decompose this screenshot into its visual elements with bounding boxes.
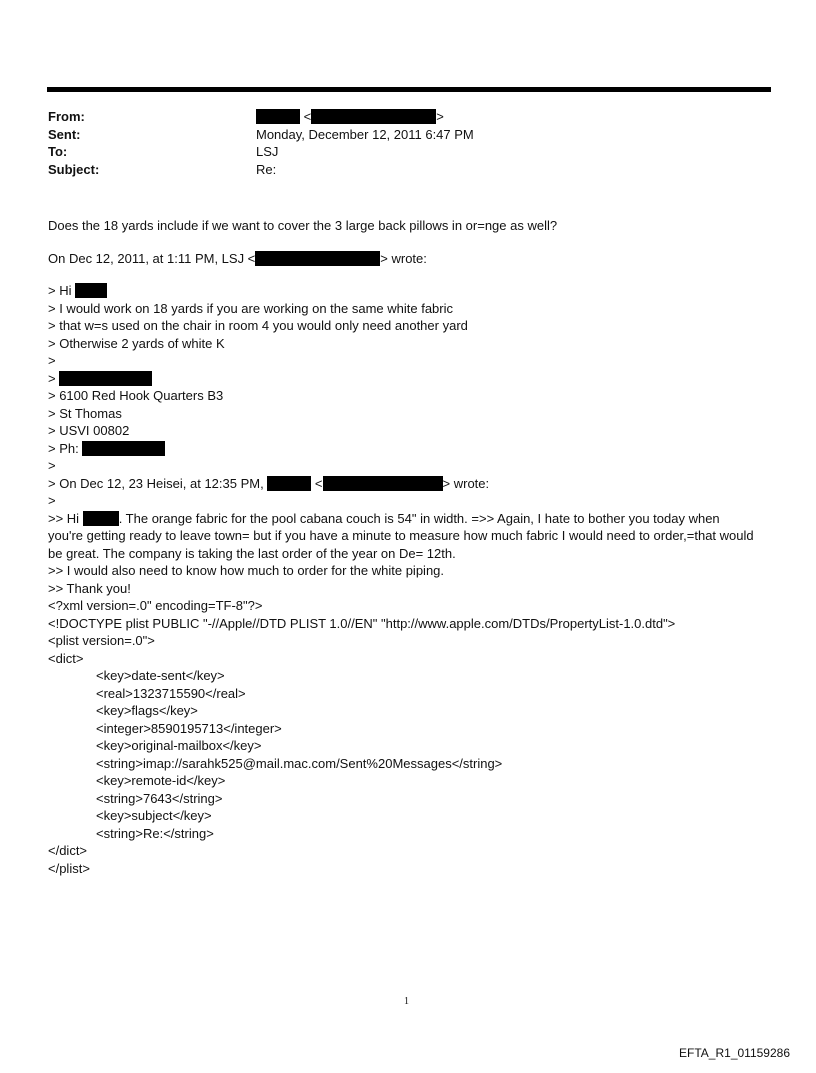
- plist-block: [48, 597, 758, 877]
- from-value: < >: [256, 108, 444, 126]
- from-label: From:: [48, 109, 85, 124]
- sent-value: Monday, December 12, 2011 6:47 PM: [256, 126, 474, 142]
- plist-line: <plist version=.0">: [48, 633, 155, 648]
- redaction-block: [75, 283, 107, 298]
- redaction-block: [83, 511, 119, 526]
- quote-line: > that w=s used on the chair in room 4 you would only need another yard: [48, 318, 468, 333]
- quote-line: >: [48, 458, 56, 473]
- nested-quote-paragraph: >> Hi . The orange fabric for the pool cabana couch is 54" in width. =>> Again, I hate to bother you today when you're getting ready to leave town= but if you have a minute to measure how much fabric I would need to order,=that would be great. The company is taking the last order of the year on De= 12th.: [48, 510, 754, 561]
- quote-address: > 6100 Red Hook Quarters B3: [48, 388, 224, 403]
- plist-line: <integer>8590195713</integer>: [96, 720, 282, 736]
- sent-row: [48, 126, 748, 144]
- quote-address: > USVI 00802: [48, 423, 130, 438]
- from-row: [48, 108, 748, 126]
- to-value: LSJ: [256, 144, 279, 159]
- email-header: [48, 108, 748, 178]
- plist-line: <key>flags</key>: [96, 703, 198, 718]
- redaction-block: [311, 109, 436, 124]
- plist-line: <string>Re:</string>: [96, 825, 214, 841]
- nested-quote-line: >> Thank you!: [48, 580, 131, 596]
- redaction-block: [267, 476, 311, 491]
- plist-line: <key>subject</key>: [96, 808, 212, 823]
- redaction-block: [323, 476, 443, 491]
- header-rule: [47, 87, 771, 92]
- to-label: To:: [48, 144, 68, 159]
- redaction-block: [59, 371, 152, 386]
- redaction-block: [255, 251, 380, 266]
- plist-line: <string>imap://sarahk525@mail.mac.com/Sent%20Messages</string>: [96, 755, 503, 771]
- plist-line: <key>original-mailbox</key>: [96, 738, 262, 753]
- subject-row: [48, 161, 748, 179]
- quote-line: > Otherwise 2 yards of white K: [48, 335, 225, 351]
- plist-line: <?xml version=.0" encoding=TF-8"?>: [48, 598, 263, 613]
- plist-line: <dict>: [48, 650, 84, 666]
- plist-line: <!DOCTYPE plist PUBLIC "-//Apple//DTD PLIST 1.0//EN" "http://www.apple.com/DTDs/PropertyList-1.0.dtd">: [48, 615, 676, 631]
- page-number: 1: [404, 996, 409, 1007]
- quote-line: > I would work on 18 yards if you are working on the same white fabric: [48, 300, 454, 316]
- plist-line: <real>1323715590</real>: [96, 685, 246, 701]
- quote-phone: > Ph:: [48, 440, 758, 458]
- plist-line: </plist>: [48, 860, 90, 876]
- plist-line: <key>remote-id</key>: [96, 773, 226, 788]
- to-row: [48, 143, 748, 161]
- plist-line: </dict>: [48, 843, 88, 858]
- quote-hi: > Hi: [48, 282, 758, 300]
- redaction-block: [82, 441, 165, 456]
- subject-label: Subject:: [48, 161, 100, 177]
- email-body: [48, 217, 758, 877]
- redaction-block: [256, 109, 300, 124]
- quote-address: > St Thomas: [48, 405, 122, 421]
- quote-line: >: [48, 353, 56, 368]
- bates-number: EFTA_R1_01159286: [679, 1046, 790, 1060]
- plist-line: <key>date-sent</key>: [96, 668, 225, 683]
- plist-line: <string>7643</string>: [96, 790, 223, 806]
- wrote-line-1: On Dec 12, 2011, at 1:11 PM, LSJ < > wrote:: [48, 250, 427, 266]
- nested-quote-line: >> I would also need to know how much to order for the white piping.: [48, 563, 445, 578]
- question-line: Does the 18 yards include if we want to cover the 3 large back pillows in or=nge as well?: [48, 218, 558, 233]
- quote-signature: >: [48, 370, 758, 388]
- wrote-line-2: > On Dec 12, 23 Heisei, at 12:35 PM, < > wrote:: [48, 475, 490, 491]
- quote-line: >: [48, 493, 56, 508]
- sent-label: Sent:: [48, 126, 81, 142]
- subject-value: Re:: [256, 161, 277, 177]
